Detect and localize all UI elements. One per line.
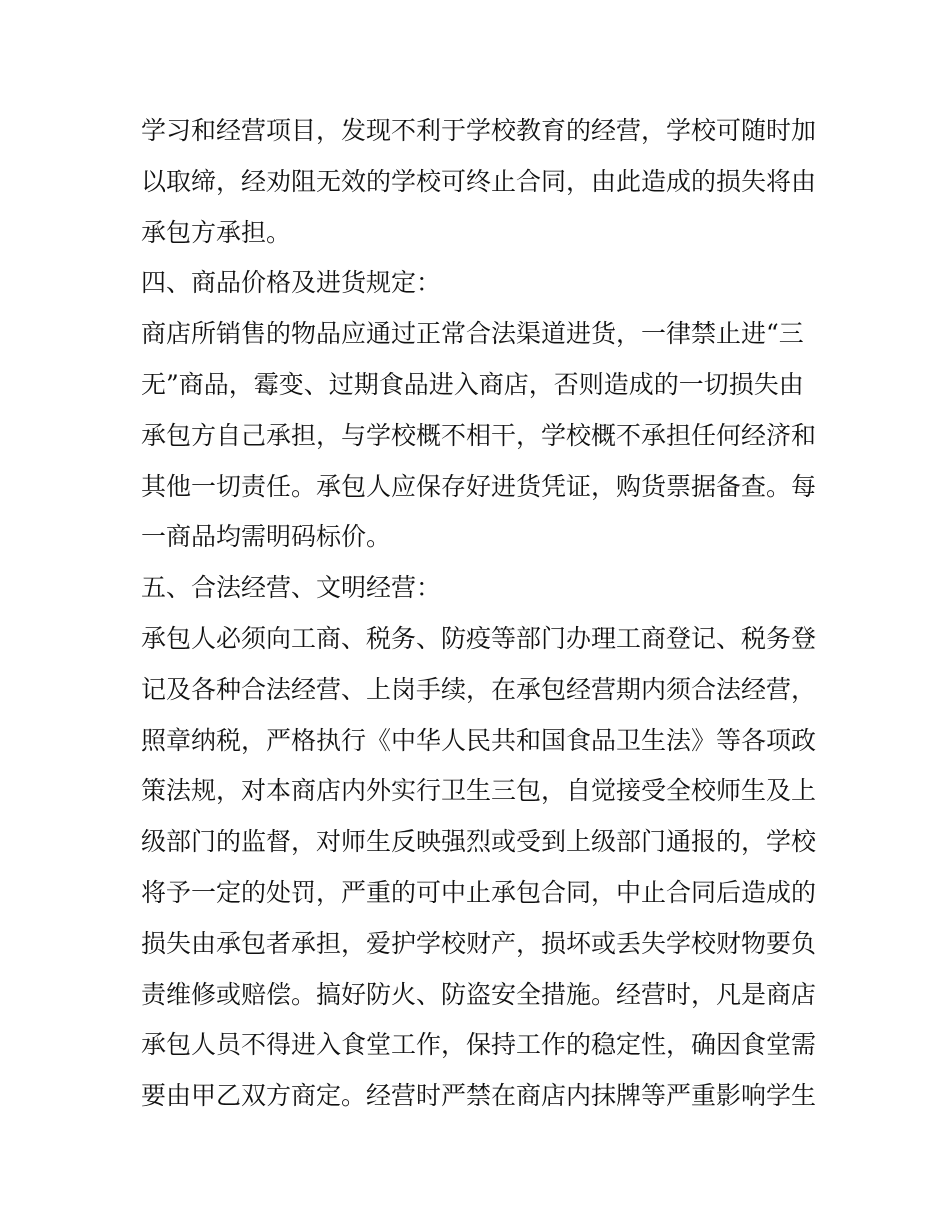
text-line: 一商品均需明码标价。 <box>141 522 392 552</box>
text-line: 承包方自己承担，与学校概不相干，学校概不承担任何经济和 <box>141 420 817 450</box>
text-line: 学习和经营项目，发现不利于学校教育的经营，学校可随时加 <box>141 116 817 145</box>
text-line: 策法规，对本商店内外实行卫生三包，自觉接受全校师生及上 <box>141 776 817 806</box>
document-body <box>141 106 821 1122</box>
text-line: 无”商品，霉变、过期食品进入商店，否则造成的一切损失由 <box>141 369 804 399</box>
text-line: 承包方承担。 <box>141 217 292 247</box>
text-line: 其他一切责任。承包人应保存好进货凭证，购货票据备查。每 <box>141 471 817 501</box>
text-line: 责维修或赔偿。搞好防火、防盗安全措施。经营时，凡是商店 <box>141 979 817 1009</box>
text-line: 级部门的监督，对师生反映强烈或受到上级部门通报的，学校 <box>141 827 817 857</box>
text-line: 要由甲乙双方商定。经营时严禁在商店内抹牌等严重影响学生 <box>141 1081 817 1111</box>
text-line: 以取缔，经劝阻无效的学校可终止合同，由此造成的损失将由 <box>141 166 817 196</box>
section-heading: 四、商品价格及进货规定： <box>141 268 442 298</box>
text-line: 承包人必须向工商、税务、防疫等部门办理工商登记、税务登 <box>141 623 817 653</box>
text-line: 承包人员不得进入食堂工作，保持工作的稳定性，确因食堂需 <box>141 1030 817 1060</box>
text-line: 照章纳税，严格执行《中华人民共和国食品卫生法》等各项政 <box>141 725 817 755</box>
section-heading: 五、合法经营、文明经营： <box>141 573 442 603</box>
text-line: 记及各种合法经营、上岗手续，在承包经营期内须合法经营， <box>141 674 817 704</box>
text-line: 将予一定的处罚，严重的可中止承包合同，中止合同后造成的 <box>141 877 817 907</box>
text-line: 损失由承包者承担，爱护学校财产，损坏或丢失学校财物要负 <box>141 928 817 958</box>
text-line: 商店所销售的物品应通过正常合法渠道进货，一律禁止进“三 <box>141 319 804 349</box>
